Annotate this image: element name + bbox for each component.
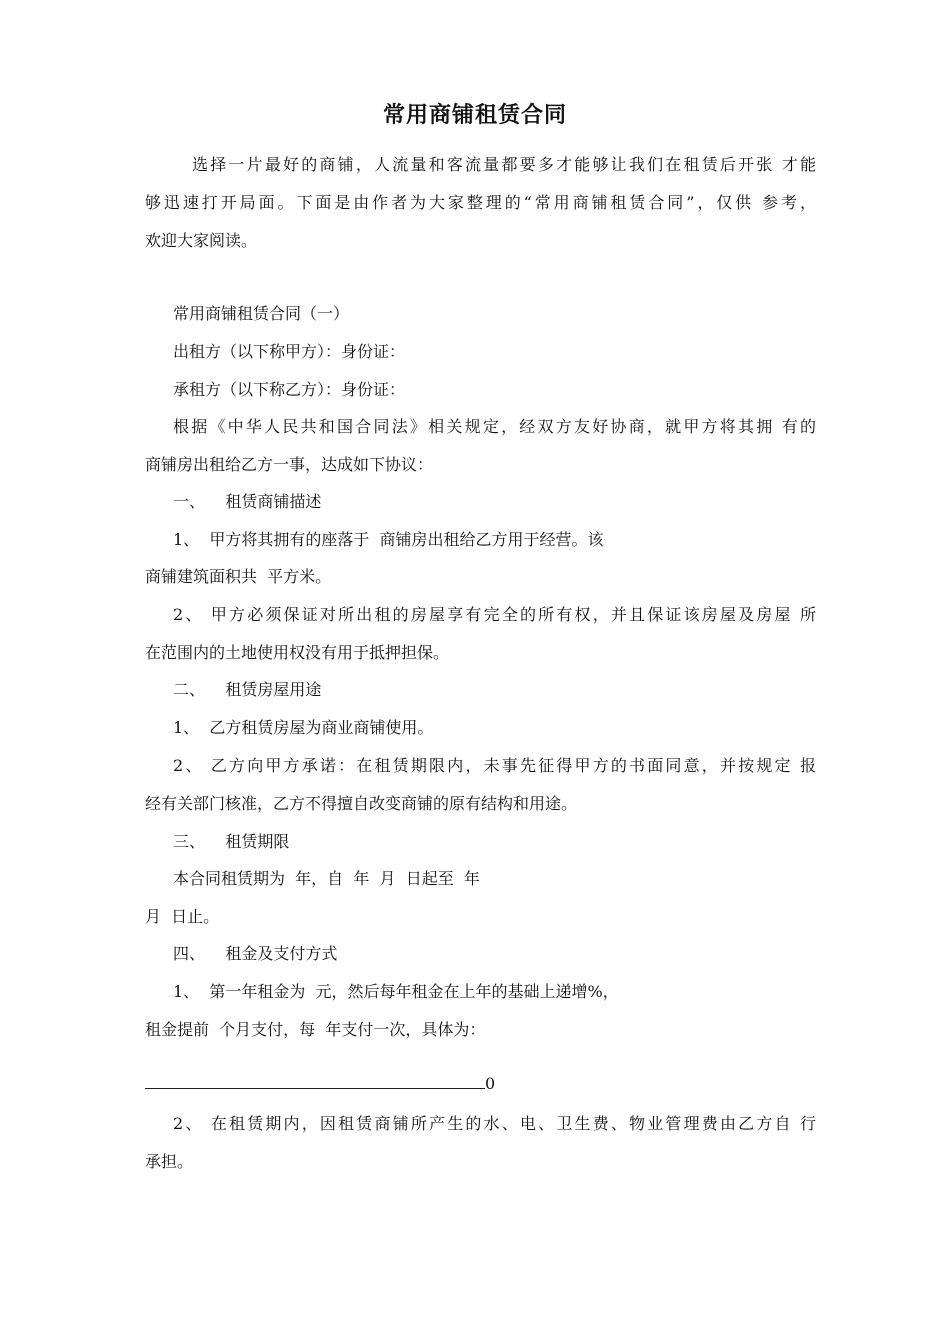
section-1-item-1-line-1: 1、 甲方将其拥有的座落于 商铺房出租给乙方用于经营。该 [173, 530, 604, 549]
section-1-item-2-line-1: 2、 甲方必须保证对所出租的房屋享有完全的所有权，并且保证该房屋及房屋 所 [173, 605, 816, 624]
section-2-item-2-line-1: 2、 乙方向甲方承诺：在租赁期限内，未事先征得甲方的书面同意，并按规定 报 [173, 756, 816, 775]
section-3-title: 三、 租赁期限 [173, 832, 290, 851]
section-4-item-1-line-2: 租金提前 个月支付，每 年支付一次，具体为： [145, 1020, 486, 1039]
section-2-title: 二、 租赁房屋用途 [173, 680, 322, 699]
intro-line-2: 够迅速打开局面。下面是由作者为大家整理的“常用商铺租赁合同”，仅供 参考， [145, 193, 816, 212]
intro-line-1: 选择一片最好的商铺，人流量和客流量都要多才能够让我们在租赁后开张 才能 [192, 155, 816, 174]
section-1-item-2-line-2: 在范围内的土地使用权没有用于抵押担保。 [145, 643, 450, 662]
section-2-item-1: 1、 乙方租赁房屋为商业商铺使用。 [173, 718, 434, 737]
section-4-item-1-line-1: 1、 第一年租金为 元，然后每年租金在上年的基础上递增%， [173, 982, 619, 1001]
section-3-line-2: 月 日止。 [145, 907, 220, 926]
payment-blank-line [145, 1074, 495, 1094]
contract-heading: 常用商铺租赁合同（一） [173, 304, 350, 323]
lessee-line: 承租方（以下称乙方）：身份证： [173, 380, 406, 399]
blank-suffix: 0 [485, 1074, 496, 1093]
section-1-item-1-line-2: 商铺建筑面积共 平方米。 [145, 567, 332, 586]
underscore-blank [145, 1074, 485, 1089]
intro-line-3: 欢迎大家阅读。 [145, 231, 258, 250]
section-2-item-2-line-2: 经有关部门核准，乙方不得擅自改变商铺的原有结构和用途。 [145, 794, 578, 813]
section-3-line-1: 本合同租赁期为 年，自 年 月 日起至 年 [173, 869, 480, 888]
preamble-line-2: 商铺房出租给乙方一事，达成如下协议： [145, 455, 434, 474]
section-1-title: 一、 租赁商铺描述 [173, 492, 322, 511]
lessor-line: 出租方（以下称甲方）：身份证： [173, 342, 406, 361]
section-4-title: 四、 租金及支付方式 [173, 944, 338, 963]
section-4-item-2-line-2: 承担。 [145, 1152, 194, 1171]
document-title: 常用商铺租赁合同 [382, 103, 567, 128]
section-4-item-2-line-1: 2、 在租赁期内，因租赁商铺所产生的水、电、卫生费、物业管理费由乙方自 行 [173, 1114, 816, 1133]
preamble-line-1: 根据《中华人民共和国合同法》相关规定，经双方友好协商，就甲方将其拥 有的 [173, 417, 816, 436]
